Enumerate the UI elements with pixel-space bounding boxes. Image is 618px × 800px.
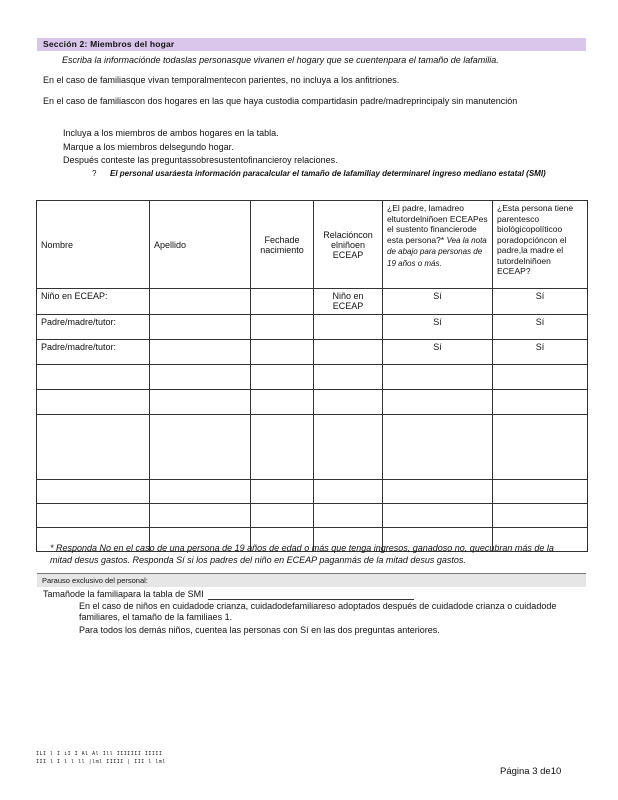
financial-support-cell[interactable]: [383, 390, 493, 415]
surname-cell[interactable]: [150, 365, 251, 390]
table-row: [37, 289, 588, 315]
name-cell[interactable]: Padre/madre/tutor:: [37, 340, 150, 365]
relationship-cell[interactable]: Sí: [493, 315, 588, 340]
relationship-cell[interactable]: Sí: [493, 340, 588, 365]
dob-cell[interactable]: [251, 480, 314, 504]
surname-cell[interactable]: [150, 340, 251, 365]
surname-cell[interactable]: [150, 415, 251, 480]
relation-cell[interactable]: [314, 390, 383, 415]
table-row: [37, 340, 588, 365]
column-header-relation: Relacióncon elniñoen ECEAP: [314, 201, 383, 289]
custody-bullet-list: [44, 127, 338, 168]
dob-cell[interactable]: [251, 504, 314, 528]
dob-cell[interactable]: [251, 390, 314, 415]
household-members-table: [36, 200, 588, 552]
name-cell[interactable]: [37, 390, 150, 415]
smi-note: [92, 168, 562, 179]
column-header-name: Nombre: [37, 201, 150, 289]
financial-support-cell[interactable]: [383, 415, 493, 480]
relation-cell[interactable]: [314, 365, 383, 390]
relation-cell[interactable]: [314, 415, 383, 480]
surname-cell[interactable]: [150, 390, 251, 415]
column-header-dob: Fechade nacimiento: [251, 201, 314, 289]
dob-cell[interactable]: [251, 340, 314, 365]
financial-support-cell[interactable]: [383, 504, 493, 528]
relation-cell[interactable]: [314, 480, 383, 504]
bullet-text: Después conteste las preguntassobresustentofinancieroy relaciones.: [63, 155, 338, 165]
table-row: [37, 390, 588, 415]
name-cell[interactable]: Padre/madre/tutor:: [37, 315, 150, 340]
name-cell[interactable]: [37, 365, 150, 390]
temporary-housing-instruction: En el caso de familiasque vivan temporalmentecon parientes, no incluya a los anfitriones.: [43, 75, 400, 85]
table-row: [37, 504, 588, 528]
financial-support-question: ¿El padre, lamadreo eltutordelniñoen ECEAPes el sustento financierode esta persona?*: [387, 203, 488, 245]
relation-cell[interactable]: [314, 340, 383, 365]
name-cell[interactable]: [37, 480, 150, 504]
smi-family-size-label: Tamañode la familiapara la tabla de SMI: [43, 589, 204, 599]
office-use-header: Parauso exclusivo del personal:: [37, 574, 586, 587]
name-cell[interactable]: [37, 504, 150, 528]
relationship-cell[interactable]: [493, 365, 588, 390]
bullet-text: Incluya a los miembros de ambos hogares en la tabla.: [63, 128, 279, 138]
form-code-line-1: ILI l I iI I Al Al Ill IIIIIII IIIII: [36, 751, 163, 757]
relationship-cell[interactable]: [493, 504, 588, 528]
financial-support-cell[interactable]: Sí: [383, 340, 493, 365]
relation-cell[interactable]: [314, 504, 383, 528]
financial-support-note: Vea la nota de abajo para personas de 19 años o más.: [387, 235, 487, 268]
relationship-cell[interactable]: [493, 415, 588, 480]
office-use-box: [37, 573, 586, 640]
table-row: [37, 315, 588, 340]
column-header-relationship: ¿Esta persona tiene parentesco biológicopolíticoo poradopcióncon el padre,la madre el tutordelniñoen ECEAP?: [493, 201, 588, 289]
list-item: [44, 127, 338, 141]
surname-cell[interactable]: [150, 289, 251, 315]
page-number: Página 3 de10: [500, 766, 562, 777]
surname-cell[interactable]: [150, 480, 251, 504]
name-cell[interactable]: Niño en ECEAP:: [37, 289, 150, 315]
relationship-cell[interactable]: [493, 480, 588, 504]
financial-support-cell[interactable]: Sí: [383, 315, 493, 340]
table-header-row: [37, 201, 588, 289]
dob-cell[interactable]: [251, 315, 314, 340]
relationship-cell[interactable]: [493, 390, 588, 415]
list-item: [44, 141, 338, 155]
intro-instruction: Escriba la informaciónde todaslas personasque vivanen el hogary que se cuentenpara el tamaño de lafamilia.: [62, 55, 499, 65]
bullet-icon: [44, 141, 63, 155]
bullet-icon: [44, 127, 63, 141]
financial-support-cell[interactable]: [383, 365, 493, 390]
column-header-surname: Apellido: [150, 201, 251, 289]
bullet-text: Marque a los miembros delsegundo hogar.: [63, 141, 234, 152]
dob-cell[interactable]: [251, 365, 314, 390]
form-code-line-2: III l I l l ll |lml IIIII | III l lml: [36, 759, 166, 765]
shared-custody-instruction: En el caso de familiascon dos hogares en las que haya custodia compartidasin padre/madreprincipaly sin manutención: [43, 96, 518, 106]
bullet-icon: [44, 154, 63, 168]
relationship-cell[interactable]: Sí: [493, 289, 588, 315]
table-row: [37, 365, 588, 390]
dob-cell[interactable]: [251, 289, 314, 315]
footnote: * Responda No en el caso de una persona de 19 años de edad o más que tenga ingresos, ganadoso no, quecubran más de la mitad desus gastos. Responda Sí si los padres del niño en ECEAP paganmás de la mitad desus gastos.: [50, 543, 554, 565]
relation-cell[interactable]: Niño en ECEAP: [314, 289, 383, 315]
financial-support-cell[interactable]: Sí: [383, 289, 493, 315]
smi-note-text: El personal usaráesta información paracalcular el tamaño de lafamiliay determinarel ingreso mediano estatal (SMI): [110, 169, 546, 178]
financial-support-cell[interactable]: [383, 480, 493, 504]
surname-cell[interactable]: [150, 504, 251, 528]
table-row: [37, 415, 588, 480]
list-item: [44, 154, 338, 168]
other-children-note: Para todos los demás niños, cuentea las personas con Sí en las dos preguntas anteriores.: [79, 625, 440, 635]
smi-family-size-line: [43, 589, 414, 600]
name-cell[interactable]: [37, 415, 150, 480]
relation-cell[interactable]: [314, 315, 383, 340]
section-header: Sección 2: Miembros del hogar: [37, 38, 586, 51]
column-header-financial-support: [383, 201, 493, 289]
smi-family-size-field[interactable]: [208, 590, 414, 600]
foster-care-note: En el caso de niños en cuidadode crianza, cuidadodefamiliareso adoptados después de cuidadode crianza o cuidadode familiares, el tamaño de la familiaes 1.: [79, 601, 557, 622]
dob-cell[interactable]: [251, 415, 314, 480]
question-mark-icon: ?: [92, 169, 97, 178]
surname-cell[interactable]: [150, 315, 251, 340]
table-row: [37, 480, 588, 504]
